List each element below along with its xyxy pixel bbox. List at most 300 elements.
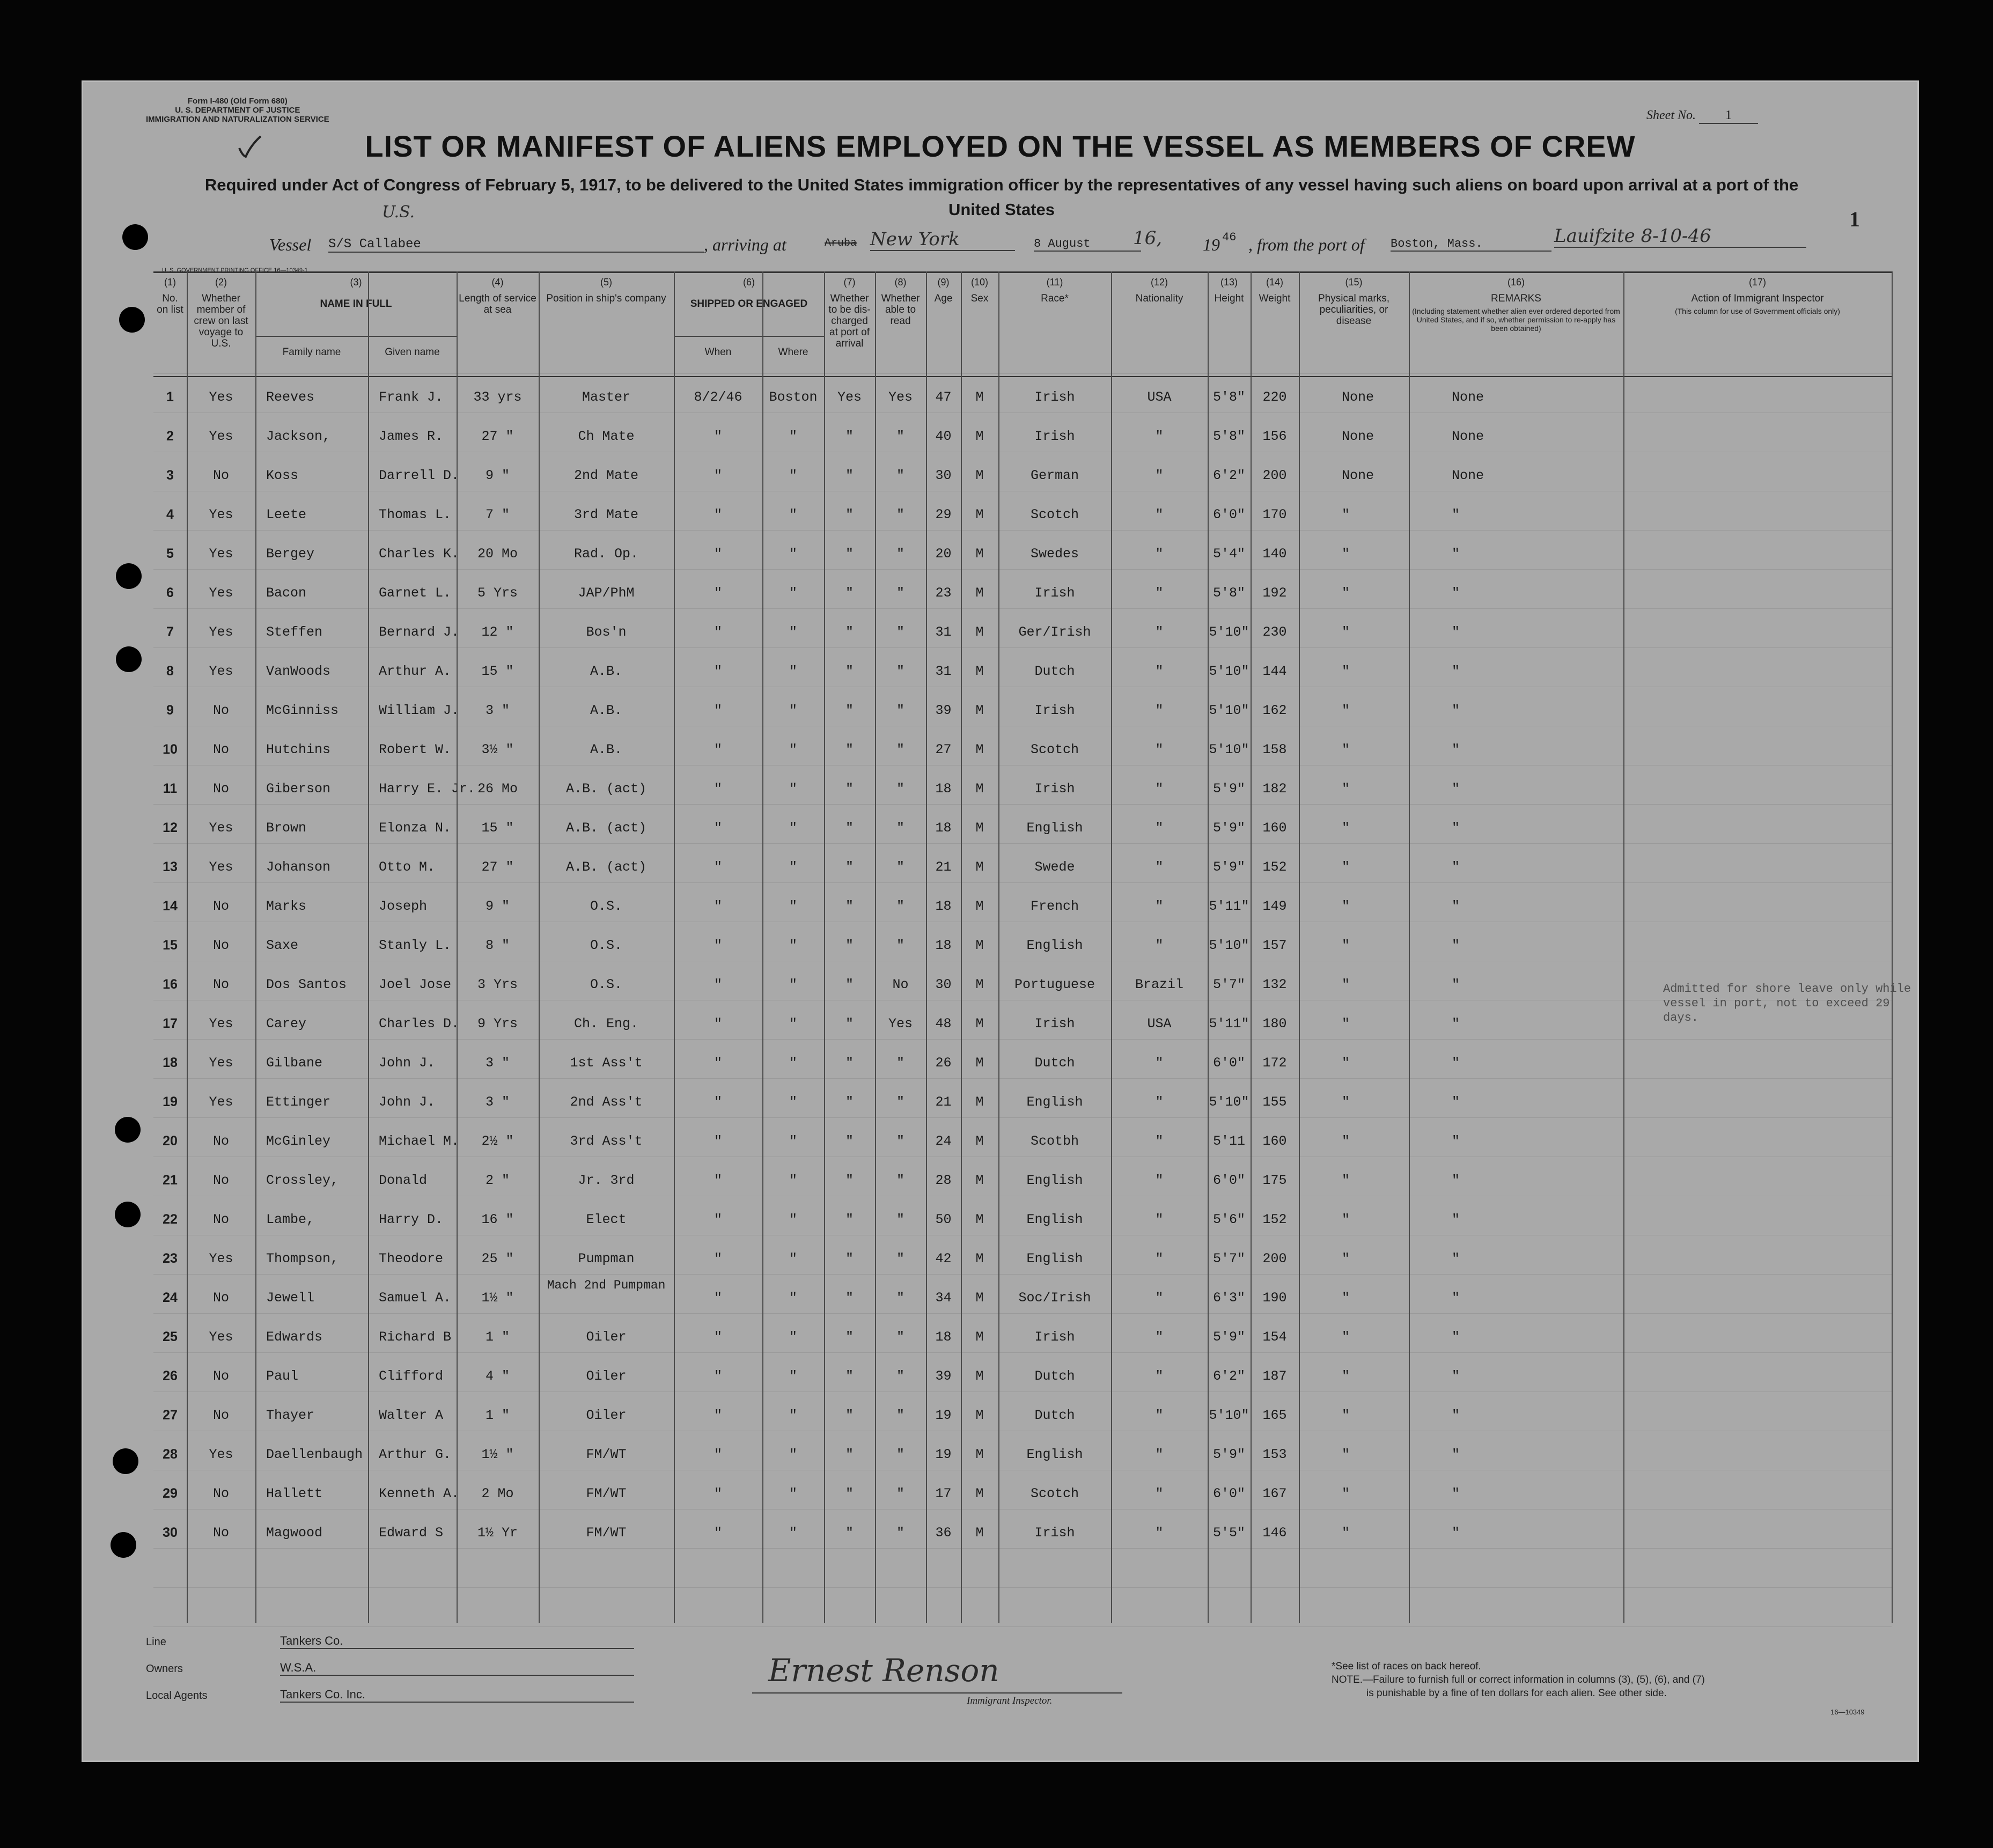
table-cell: " bbox=[845, 429, 854, 444]
table-cell: " bbox=[714, 1368, 722, 1384]
table-cell: 8/2/46 bbox=[694, 389, 742, 405]
table-cell: 3 Yrs bbox=[477, 977, 518, 992]
column-divider bbox=[875, 271, 876, 1623]
fine-note-1: NOTE.—Failure to furnish full or correct information in columns (3), (5), (6), and (7) bbox=[1332, 1674, 1705, 1685]
table-cell: " bbox=[845, 899, 854, 914]
column-header: Position in ship's company bbox=[546, 293, 666, 304]
table-cell: No bbox=[212, 1212, 229, 1227]
table-cell: " bbox=[1155, 1055, 1164, 1071]
table-cell: M bbox=[975, 624, 984, 640]
table-cell: 24 bbox=[935, 1133, 952, 1149]
column-number: (9) bbox=[937, 277, 950, 288]
table-cell: M bbox=[975, 781, 984, 797]
check-mark-icon bbox=[237, 134, 263, 160]
table-cell: " bbox=[789, 624, 797, 640]
table-cell: " bbox=[789, 546, 797, 562]
table-cell: " bbox=[1342, 899, 1350, 914]
remark-note: Admitted for shore leave only while vessel in port, not to exceed 29 days. bbox=[1663, 982, 1911, 1025]
table-cell: Yes bbox=[209, 1055, 233, 1071]
column-number: (6) bbox=[743, 277, 755, 288]
table-cell: " bbox=[1452, 899, 1460, 914]
table-cell: " bbox=[1452, 820, 1460, 836]
table-cell: No bbox=[212, 977, 229, 992]
table-cell: 4 " bbox=[485, 1368, 510, 1384]
table-cell: 1½ Yr bbox=[477, 1525, 518, 1541]
table-cell: " bbox=[896, 429, 904, 444]
table-cell: Robert W. bbox=[379, 742, 452, 757]
table-cell: 5'7" bbox=[1212, 1251, 1245, 1267]
table-cell: M bbox=[975, 546, 984, 562]
table-cell: Jackson, bbox=[266, 429, 331, 444]
table-cell: Magwood bbox=[266, 1525, 323, 1541]
from-port-handwritten: Lauifzite 8-10-46 bbox=[1554, 225, 1806, 248]
table-cell: 31 bbox=[935, 624, 952, 640]
table-cell: 23 bbox=[935, 585, 952, 601]
column-header: Race* bbox=[1041, 293, 1069, 304]
table-cell: 182 bbox=[1262, 781, 1287, 797]
column-header: Physical marks, peculiarities, or disease bbox=[1318, 293, 1390, 327]
table-cell: 2nd Ass't bbox=[570, 1094, 643, 1110]
table-cell: 18 bbox=[163, 1055, 178, 1070]
table-cell: Richard B bbox=[379, 1329, 452, 1345]
table-cell: " bbox=[845, 1447, 854, 1462]
table-cell: McGinniss bbox=[266, 703, 339, 718]
table-cell: " bbox=[1452, 1016, 1460, 1032]
table-cell: " bbox=[896, 1408, 904, 1423]
table-cell: " bbox=[1342, 1368, 1350, 1384]
table-cell: 6'3" bbox=[1212, 1290, 1245, 1306]
table-cell: 9 Yrs bbox=[477, 1016, 518, 1032]
table-cell: 180 bbox=[1262, 1016, 1287, 1032]
table-cell: 6 bbox=[166, 585, 174, 600]
table-cell: 30 bbox=[163, 1525, 178, 1540]
arriving-struck: Aruba bbox=[825, 237, 857, 249]
table-cell: M bbox=[975, 977, 984, 992]
table-cell: Yes bbox=[209, 664, 233, 679]
table-cell: Harry E. Jr. bbox=[379, 781, 476, 797]
table-cell: " bbox=[1342, 1329, 1350, 1345]
table-cell: Daellenbaugh bbox=[266, 1447, 363, 1462]
header-underline bbox=[674, 336, 824, 337]
table-cell: English bbox=[1026, 1251, 1083, 1267]
table-cell: Brown bbox=[266, 820, 307, 836]
row-rule bbox=[153, 1626, 1892, 1627]
table-cell: " bbox=[845, 1173, 854, 1188]
table-cell: 1 " bbox=[485, 1329, 510, 1345]
table-cell: No bbox=[212, 1408, 229, 1423]
table-cell: 26 bbox=[935, 1055, 952, 1071]
table-cell: " bbox=[1452, 1133, 1460, 1149]
table-cell: 170 bbox=[1262, 507, 1287, 522]
table-cell: 3½ " bbox=[481, 742, 514, 757]
table-cell: " bbox=[1155, 664, 1164, 679]
table-cell: None bbox=[1452, 389, 1484, 405]
agents-label: Local Agents bbox=[146, 1690, 208, 1702]
table-cell: " bbox=[714, 703, 722, 718]
table-cell: " bbox=[789, 1486, 797, 1501]
from-port-label: , from the port of bbox=[1248, 235, 1365, 254]
column-number: (13) bbox=[1220, 277, 1238, 288]
table-cell: English bbox=[1026, 1447, 1083, 1462]
table-cell: M bbox=[975, 429, 984, 444]
table-cell: " bbox=[1342, 859, 1350, 875]
table-cell: 149 bbox=[1262, 899, 1287, 914]
table-cell: Giberson bbox=[266, 781, 331, 797]
table-cell: " bbox=[896, 859, 904, 875]
table-cell: " bbox=[896, 1329, 904, 1345]
table-cell: 39 bbox=[935, 703, 952, 718]
row-rule bbox=[153, 1587, 1892, 1588]
table-cell: " bbox=[789, 859, 797, 875]
table-cell: 20 bbox=[935, 546, 952, 562]
column-divider bbox=[998, 271, 999, 1623]
table-cell: 48 bbox=[935, 1016, 952, 1032]
table-cell: 157 bbox=[1262, 938, 1287, 953]
table-cell: 50 bbox=[935, 1212, 952, 1227]
table-cell: " bbox=[1452, 1525, 1460, 1541]
table-cell: 12 bbox=[163, 820, 178, 835]
table-cell: " bbox=[714, 1133, 722, 1149]
table-cell: " bbox=[789, 1408, 797, 1423]
year-suffix: 46 bbox=[1222, 231, 1237, 244]
table-cell: English bbox=[1026, 1094, 1083, 1110]
table-cell: " bbox=[1342, 1251, 1350, 1267]
table-cell: No bbox=[212, 1486, 229, 1501]
table-cell: M bbox=[975, 1408, 984, 1423]
table-cell: " bbox=[714, 899, 722, 914]
column-divider bbox=[368, 271, 369, 1623]
table-cell: " bbox=[896, 1447, 904, 1462]
table-cell: A.B. (act) bbox=[565, 859, 647, 875]
table-cell: M bbox=[975, 742, 984, 757]
table-cell: O.S. bbox=[590, 938, 622, 953]
table-cell: 146 bbox=[1262, 1525, 1287, 1541]
table-cell: 5'10" bbox=[1209, 664, 1249, 679]
column-divider bbox=[1208, 271, 1209, 1623]
table-cell: M bbox=[975, 1173, 984, 1188]
table-cell: 5'10" bbox=[1209, 703, 1249, 718]
table-cell: " bbox=[1452, 1173, 1460, 1188]
service-name: IMMIGRATION AND NATURALIZATION SERVICE bbox=[146, 115, 329, 124]
column-divider bbox=[1251, 271, 1252, 1623]
table-cell: " bbox=[1155, 1486, 1164, 1501]
table-cell: Joseph bbox=[379, 899, 428, 914]
table-cell: " bbox=[789, 429, 797, 444]
table-cell: 8 " bbox=[485, 938, 510, 953]
table-cell: Rad. Op. bbox=[573, 546, 639, 562]
table-cell: " bbox=[1452, 1212, 1460, 1227]
table-cell: No bbox=[212, 703, 229, 718]
arriving-label: , arriving at bbox=[704, 235, 786, 254]
column-header: Sex bbox=[970, 293, 989, 304]
table-cell: 172 bbox=[1262, 1055, 1287, 1071]
table-cell: Yes bbox=[209, 507, 233, 522]
table-cell: " bbox=[896, 1173, 904, 1188]
table-cell: 2 " bbox=[485, 1173, 510, 1188]
table-cell: James R. bbox=[379, 429, 444, 444]
table-cell: M bbox=[975, 1055, 984, 1071]
column-number: (14) bbox=[1266, 277, 1283, 288]
column-subheader: Family name bbox=[282, 347, 341, 358]
table-cell: " bbox=[1342, 1212, 1350, 1227]
table-cell: 42 bbox=[935, 1251, 952, 1267]
table-cell: " bbox=[896, 1251, 904, 1267]
table-cell: 5'8" bbox=[1212, 389, 1245, 405]
table-cell: " bbox=[1452, 1094, 1460, 1110]
column-number: (3) bbox=[350, 277, 362, 288]
table-cell: " bbox=[1452, 703, 1460, 718]
table-cell: No bbox=[212, 468, 229, 483]
table-cell: " bbox=[789, 1329, 797, 1345]
column-divider bbox=[255, 271, 256, 1623]
table-cell: 2 Mo bbox=[481, 1486, 514, 1501]
table-cell: M bbox=[975, 1251, 984, 1267]
table-cell: 1st Ass't bbox=[570, 1055, 643, 1071]
table-cell: Paul bbox=[266, 1368, 299, 1384]
table-cell: " bbox=[1342, 1055, 1350, 1071]
table-cell: Hutchins bbox=[266, 742, 331, 757]
table-cell: 36 bbox=[935, 1525, 952, 1541]
table-cell: 5 bbox=[166, 546, 174, 561]
table-cell: Brazil bbox=[1135, 977, 1183, 992]
column-divider bbox=[824, 271, 825, 1623]
manifest-sheet bbox=[82, 80, 1919, 1762]
table-cell: " bbox=[1452, 624, 1460, 640]
side-mark: 1 bbox=[1849, 207, 1860, 231]
table-cell: Oiler bbox=[586, 1408, 627, 1423]
table-cell: Frank J. bbox=[379, 389, 444, 405]
table-cell: 17 bbox=[163, 1016, 178, 1031]
table-cell: Irish bbox=[1034, 703, 1075, 718]
table-cell: 21 bbox=[935, 1094, 952, 1110]
table-cell: A.B. bbox=[590, 703, 622, 718]
inspector-label: Immigrant Inspector. bbox=[967, 1695, 1053, 1706]
table-cell: 26 bbox=[163, 1368, 178, 1383]
row-rule bbox=[153, 843, 1892, 844]
table-cell: 155 bbox=[1262, 1094, 1287, 1110]
table-cell: " bbox=[1155, 546, 1164, 562]
table-cell: Dutch bbox=[1034, 1368, 1075, 1384]
table-cell: 27 " bbox=[481, 859, 514, 875]
table-cell: 28 bbox=[163, 1447, 178, 1462]
table-cell: 15 bbox=[163, 938, 178, 953]
table-cell: " bbox=[714, 429, 722, 444]
table-cell: Yes bbox=[209, 389, 233, 405]
column-note: (Including statement whether alien ever ordered deported from United States, and if so, whether permission to re-apply has been obtained) bbox=[1412, 307, 1620, 333]
table-cell: 3 " bbox=[485, 703, 510, 718]
table-cell: " bbox=[714, 546, 722, 562]
owners-value: W.S.A. bbox=[280, 1661, 634, 1676]
table-cell: None bbox=[1452, 468, 1484, 483]
table-cell: Dos Santos bbox=[266, 977, 347, 992]
table-cell: Reeves bbox=[266, 389, 315, 405]
table-cell: " bbox=[845, 507, 854, 522]
table-cell: 20 bbox=[163, 1133, 178, 1148]
table-cell: M bbox=[975, 1486, 984, 1501]
column-subheader: Given name bbox=[385, 347, 440, 358]
year-prefix: 19 bbox=[1203, 235, 1220, 254]
table-cell: 9 " bbox=[485, 468, 510, 483]
row-rule bbox=[153, 1313, 1892, 1314]
table-cell: " bbox=[896, 820, 904, 836]
table-cell: Portuguese bbox=[1014, 977, 1095, 992]
table-cell: Ettinger bbox=[266, 1094, 331, 1110]
table-cell: 3 " bbox=[485, 1094, 510, 1110]
table-cell: 175 bbox=[1262, 1173, 1287, 1188]
table-cell: 5'8" bbox=[1212, 429, 1245, 444]
table-cell: M bbox=[975, 1447, 984, 1462]
table-cell: " bbox=[1452, 781, 1460, 797]
column-number: (10) bbox=[970, 277, 988, 288]
table-cell: " bbox=[845, 585, 854, 601]
table-cell: " bbox=[845, 1368, 854, 1384]
table-cell: 29 bbox=[935, 507, 952, 522]
table-cell: English bbox=[1026, 820, 1083, 836]
row-rule bbox=[153, 1352, 1892, 1353]
table-cell: Scotch bbox=[1030, 507, 1079, 522]
table-cell: 6'2" bbox=[1212, 1368, 1245, 1384]
punch-hole bbox=[119, 307, 145, 333]
table-cell: 30 bbox=[935, 977, 952, 992]
table-cell: " bbox=[789, 1447, 797, 1462]
column-number: (11) bbox=[1046, 277, 1063, 288]
table-cell: 152 bbox=[1262, 859, 1287, 875]
column-header: Action of Immigrant Inspector bbox=[1691, 293, 1824, 304]
table-cell: " bbox=[789, 899, 797, 914]
column-note: (This column for use of Government officials only) bbox=[1675, 307, 1840, 315]
table-cell: M bbox=[975, 1133, 984, 1149]
table-cell: Michael M. bbox=[379, 1133, 460, 1149]
column-divider bbox=[187, 271, 188, 1623]
vessel-name: S/S Callabee bbox=[328, 237, 704, 253]
table-cell: 14 bbox=[163, 899, 178, 914]
table-cell: 18 bbox=[935, 781, 952, 797]
table-cell: " bbox=[789, 703, 797, 718]
table-cell: French bbox=[1030, 899, 1079, 914]
table-cell: FM/WT bbox=[586, 1525, 627, 1541]
table-cell: 5'9" bbox=[1212, 820, 1245, 836]
table-cell: " bbox=[1155, 1173, 1164, 1188]
table-cell: Donald bbox=[379, 1173, 428, 1188]
table-cell: " bbox=[1155, 859, 1164, 875]
column-subheader: When bbox=[704, 347, 732, 358]
crew-table bbox=[153, 271, 1892, 1623]
table-cell: " bbox=[896, 585, 904, 601]
table-cell: " bbox=[1342, 1486, 1350, 1501]
table-cell: 17 bbox=[935, 1486, 952, 1501]
column-number: (4) bbox=[491, 277, 504, 288]
table-cell: 30 bbox=[935, 468, 952, 483]
table-cell: M bbox=[975, 1525, 984, 1541]
table-cell: Bergey bbox=[266, 546, 315, 562]
form-number: Form I-480 (Old Form 680) bbox=[187, 97, 288, 106]
table-cell: 2nd Mate bbox=[573, 468, 639, 483]
row-rule bbox=[153, 1274, 1892, 1275]
table-cell: " bbox=[1342, 1290, 1350, 1306]
table-cell: " bbox=[1155, 1329, 1164, 1345]
table-cell: " bbox=[845, 977, 854, 992]
row-rule bbox=[153, 882, 1892, 883]
column-number: (16) bbox=[1507, 277, 1525, 288]
table-cell: 19 bbox=[935, 1447, 952, 1462]
table-cell: 29 bbox=[163, 1486, 178, 1501]
table-cell: 5'11" bbox=[1209, 1016, 1249, 1032]
table-cell: " bbox=[845, 1290, 854, 1306]
table-cell: 3rd Mate bbox=[573, 507, 639, 522]
table-cell: Leete bbox=[266, 507, 307, 522]
table-cell: Yes bbox=[209, 624, 233, 640]
table-cell: " bbox=[1155, 1447, 1164, 1462]
table-cell: " bbox=[1342, 507, 1350, 522]
table-cell: No bbox=[212, 938, 229, 953]
punch-hole bbox=[122, 224, 148, 250]
table-cell: Yes bbox=[209, 1329, 233, 1345]
table-cell: Clifford bbox=[379, 1368, 444, 1384]
table-cell: " bbox=[845, 1016, 854, 1032]
table-cell: No bbox=[212, 781, 229, 797]
column-divider bbox=[1409, 271, 1410, 1623]
table-cell: Thomas L. bbox=[379, 507, 452, 522]
table-cell: O.S. bbox=[590, 899, 622, 914]
table-cell: " bbox=[1155, 507, 1164, 522]
table-cell: M bbox=[975, 468, 984, 483]
table-cell: 220 bbox=[1262, 389, 1287, 405]
table-cell: 160 bbox=[1262, 820, 1287, 836]
table-cell: " bbox=[845, 742, 854, 757]
table-cell: 25 " bbox=[481, 1251, 514, 1267]
table-cell: Oiler bbox=[586, 1368, 627, 1384]
table-cell: No bbox=[212, 1368, 229, 1384]
table-cell: VanWoods bbox=[266, 664, 331, 679]
table-cell: " bbox=[1342, 703, 1350, 718]
table-cell: " bbox=[789, 1173, 797, 1188]
table-cell: " bbox=[896, 742, 904, 757]
table-cell: " bbox=[1155, 1133, 1164, 1149]
table-cell: " bbox=[896, 703, 904, 718]
table-cell: Dutch bbox=[1034, 1055, 1075, 1071]
table-cell: 27 " bbox=[481, 429, 514, 444]
column-header: No. on list bbox=[157, 293, 183, 315]
table-cell: " bbox=[1155, 781, 1164, 797]
table-cell: " bbox=[1155, 820, 1164, 836]
table-cell: " bbox=[1452, 1486, 1460, 1501]
table-cell: John J. bbox=[379, 1094, 436, 1110]
column-divider bbox=[1111, 271, 1112, 1623]
table-cell: A.B. (act) bbox=[565, 820, 647, 836]
table-cell: Walter A bbox=[379, 1408, 444, 1423]
table-cell: FM/WT bbox=[586, 1447, 627, 1462]
table-cell: Bacon bbox=[266, 585, 307, 601]
arrival-day: 16, bbox=[1133, 227, 1163, 249]
table-cell: " bbox=[1452, 977, 1460, 992]
table-cell: " bbox=[714, 1408, 722, 1423]
table-cell: Pumpman bbox=[578, 1251, 635, 1267]
table-cell: " bbox=[896, 899, 904, 914]
column-divider bbox=[1299, 271, 1300, 1623]
table-cell: " bbox=[714, 742, 722, 757]
table-cell: John J. bbox=[379, 1055, 436, 1071]
table-cell: Gilbane bbox=[266, 1055, 323, 1071]
table-cell: Dutch bbox=[1034, 664, 1075, 679]
table-cell: 5'10" bbox=[1209, 1408, 1249, 1423]
table-cell: 5'10" bbox=[1209, 1094, 1249, 1110]
table-cell: " bbox=[1155, 1094, 1164, 1110]
table-cell: M bbox=[975, 507, 984, 522]
from-port: Boston, Mass. bbox=[1391, 237, 1551, 252]
table-cell: Charles D. bbox=[379, 1016, 460, 1032]
table-cell: 9 " bbox=[485, 899, 510, 914]
table-cell: M bbox=[975, 1329, 984, 1345]
